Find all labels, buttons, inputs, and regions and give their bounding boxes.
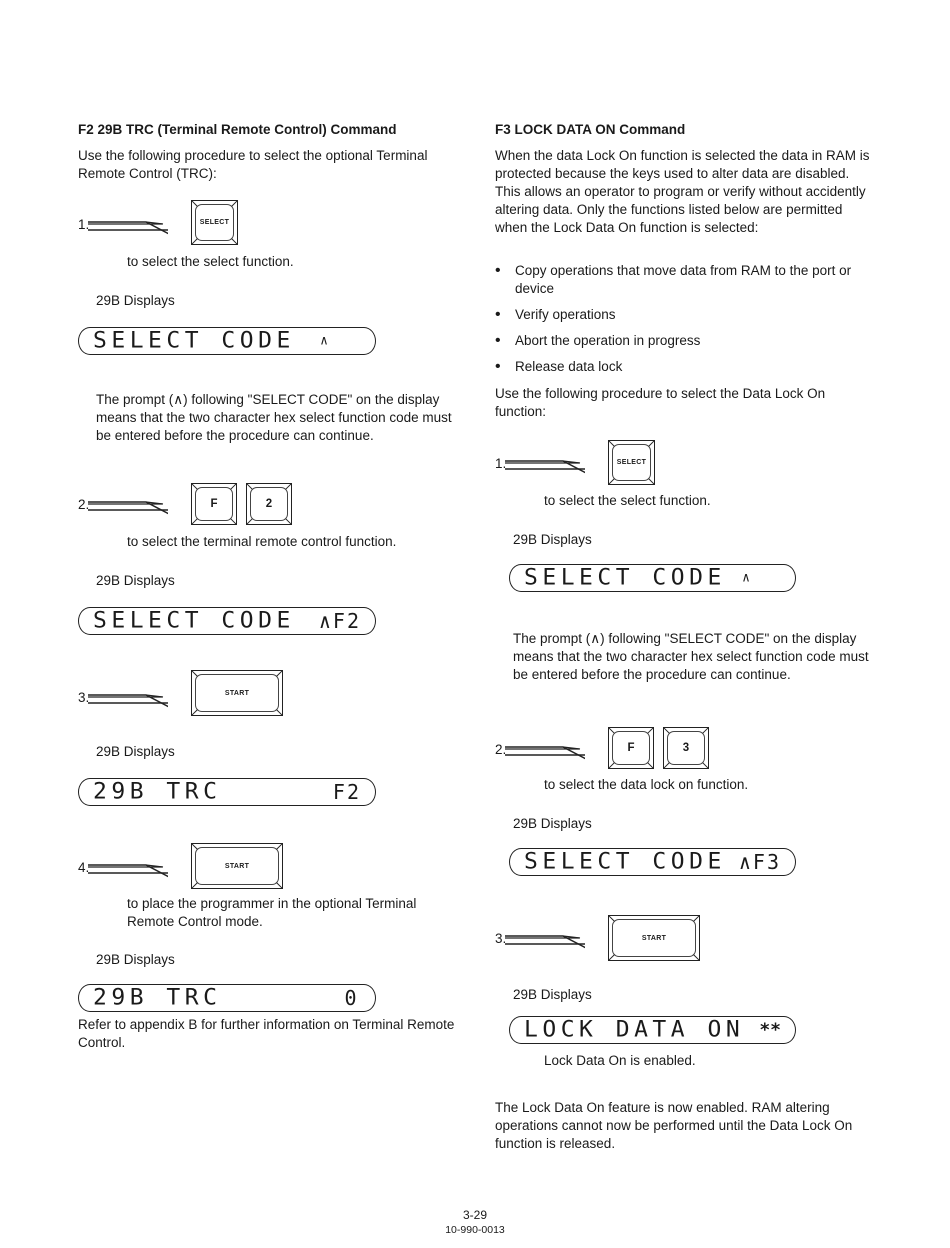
lcd-main-text: 29B TRC <box>93 985 222 1011</box>
lcd-main-text: 29B TRC <box>93 779 222 805</box>
lcd-main-text: SELECT CODE <box>524 565 726 591</box>
document-number: 10-990-0013 <box>445 1224 505 1236</box>
start-key-label: START <box>641 934 667 942</box>
right-lcd-3 <box>509 1016 796 1044</box>
press-hand-icon <box>88 683 168 709</box>
press-hand-icon <box>88 490 168 516</box>
right-displays-label-1: 29B Displays <box>513 532 592 547</box>
left-step3-number: 3. <box>78 690 90 705</box>
press-hand-icon <box>88 853 168 879</box>
left-heading: F2 29B TRC (Terminal Remote Control) Command <box>78 122 397 137</box>
lcd-suffix: ∧F2 <box>318 609 361 633</box>
permitted-functions-list <box>495 262 877 384</box>
lcd-suffix: ∧F3 <box>738 850 781 874</box>
left-lcd-1 <box>78 327 376 355</box>
start-key[interactable] <box>608 915 700 961</box>
two-key[interactable] <box>246 483 292 525</box>
left-displays-label-1: 29B Displays <box>96 293 175 308</box>
select-key[interactable] <box>608 440 655 485</box>
press-hand-icon <box>505 924 585 950</box>
three-key[interactable] <box>663 727 709 769</box>
lcd-suffix: ∧ <box>742 570 751 586</box>
f-key-label: F <box>210 498 218 510</box>
left-displays-label-3: 29B Displays <box>96 744 175 759</box>
left-displays-label-2: 29B Displays <box>96 573 175 588</box>
left-lcd-4 <box>78 984 376 1012</box>
right-lcd-1 <box>509 564 796 592</box>
lcd-suffix: F2 <box>332 780 361 804</box>
right-heading: F3 LOCK DATA ON Command <box>495 122 686 137</box>
f-key-label: F <box>627 742 635 754</box>
press-hand-icon <box>505 735 585 761</box>
left-refer-text: Refer to appendix B for further information on Terminal Remote Control. <box>78 1017 455 1050</box>
left-intro: Use the following procedure to select the optional Terminal Remote Control (TRC): <box>78 148 428 181</box>
three-key-label: 3 <box>682 742 690 754</box>
start-key[interactable] <box>191 843 283 889</box>
left-step1-caption: to select the select function. <box>127 254 294 269</box>
lcd-suffix: ∧ <box>320 333 329 349</box>
left-step2-number: 2. <box>78 497 90 512</box>
left-displays-label-4: 29B Displays <box>96 952 175 967</box>
page-number: 3-29 <box>462 1208 488 1222</box>
right-step2-number: 2. <box>495 742 507 757</box>
select-key[interactable] <box>191 200 238 245</box>
left-lcd-2 <box>78 607 376 635</box>
lcd-main-text: LOCK DATA ON <box>524 1017 745 1043</box>
left-step2-caption: to select the terminal remote control function. <box>127 534 397 549</box>
list-item: • Abort the operation in progress <box>495 332 877 350</box>
right-lcd-2 <box>509 848 796 876</box>
lcd-suffix: 0 <box>344 986 361 1010</box>
list-item: • Release data lock <box>495 358 877 376</box>
right-step3-number: 3. <box>495 931 507 946</box>
two-key-label: 2 <box>265 498 273 510</box>
start-key-label: START <box>224 862 250 870</box>
lcd-main-text: SELECT CODE <box>93 328 295 354</box>
right-step1-caption: to select the select function. <box>544 493 711 508</box>
f-key[interactable] <box>191 483 237 525</box>
page-footer <box>0 1208 950 1238</box>
list-item: • Copy operations that move data from RAM to the port or device <box>495 262 877 298</box>
right-displays-label-3: 29B Displays <box>513 987 592 1002</box>
lcd-main-text: SELECT CODE <box>93 608 295 634</box>
select-key-label: SELECT <box>199 219 230 226</box>
left-step4-number: 4. <box>78 860 90 875</box>
left-prompt-text: The prompt (∧) following "SELECT CODE" on the display means that the two character hex select function code must be entered before the procedure can continue. <box>96 392 452 443</box>
right-intro: When the data Lock On function is selected the data in RAM is protected because the keys used to alter data are disabled. This allows an operator to program or verify without accidently altering data. Only the functions listed below are permitted when the Lock Data On function is selected: <box>495 148 870 235</box>
left-lcd-3 <box>78 778 376 806</box>
start-key-label: START <box>224 689 250 697</box>
enabled-text: Lock Data On is enabled. <box>544 1053 696 1068</box>
right-final-text: The Lock Data On feature is now enabled. RAM altering operations cannot now be performed until the Data Lock On function is released. <box>495 1100 853 1151</box>
lcd-suffix: ** <box>759 1019 781 1041</box>
right-step2-caption: to select the data lock on function. <box>544 777 749 792</box>
press-hand-icon <box>88 210 168 236</box>
f-key[interactable] <box>608 727 654 769</box>
right-prompt-text: The prompt (∧) following "SELECT CODE" on the display means that the two character hex select function code must be entered before the procedure can continue. <box>513 631 869 682</box>
select-key-label: SELECT <box>616 459 647 466</box>
left-step4-caption: to place the programmer in the optional Terminal Remote Control mode. <box>127 896 417 929</box>
list-item: • Verify operations <box>495 306 877 324</box>
right-step1-number: 1. <box>495 456 507 471</box>
left-step1-number: 1. <box>78 217 90 232</box>
right-displays-label-2: 29B Displays <box>513 816 592 831</box>
lcd-main-text: SELECT CODE <box>524 849 726 875</box>
press-hand-icon <box>505 449 585 475</box>
start-key[interactable] <box>191 670 283 716</box>
right-use-text: Use the following procedure to select the Data Lock On function: <box>495 386 826 419</box>
